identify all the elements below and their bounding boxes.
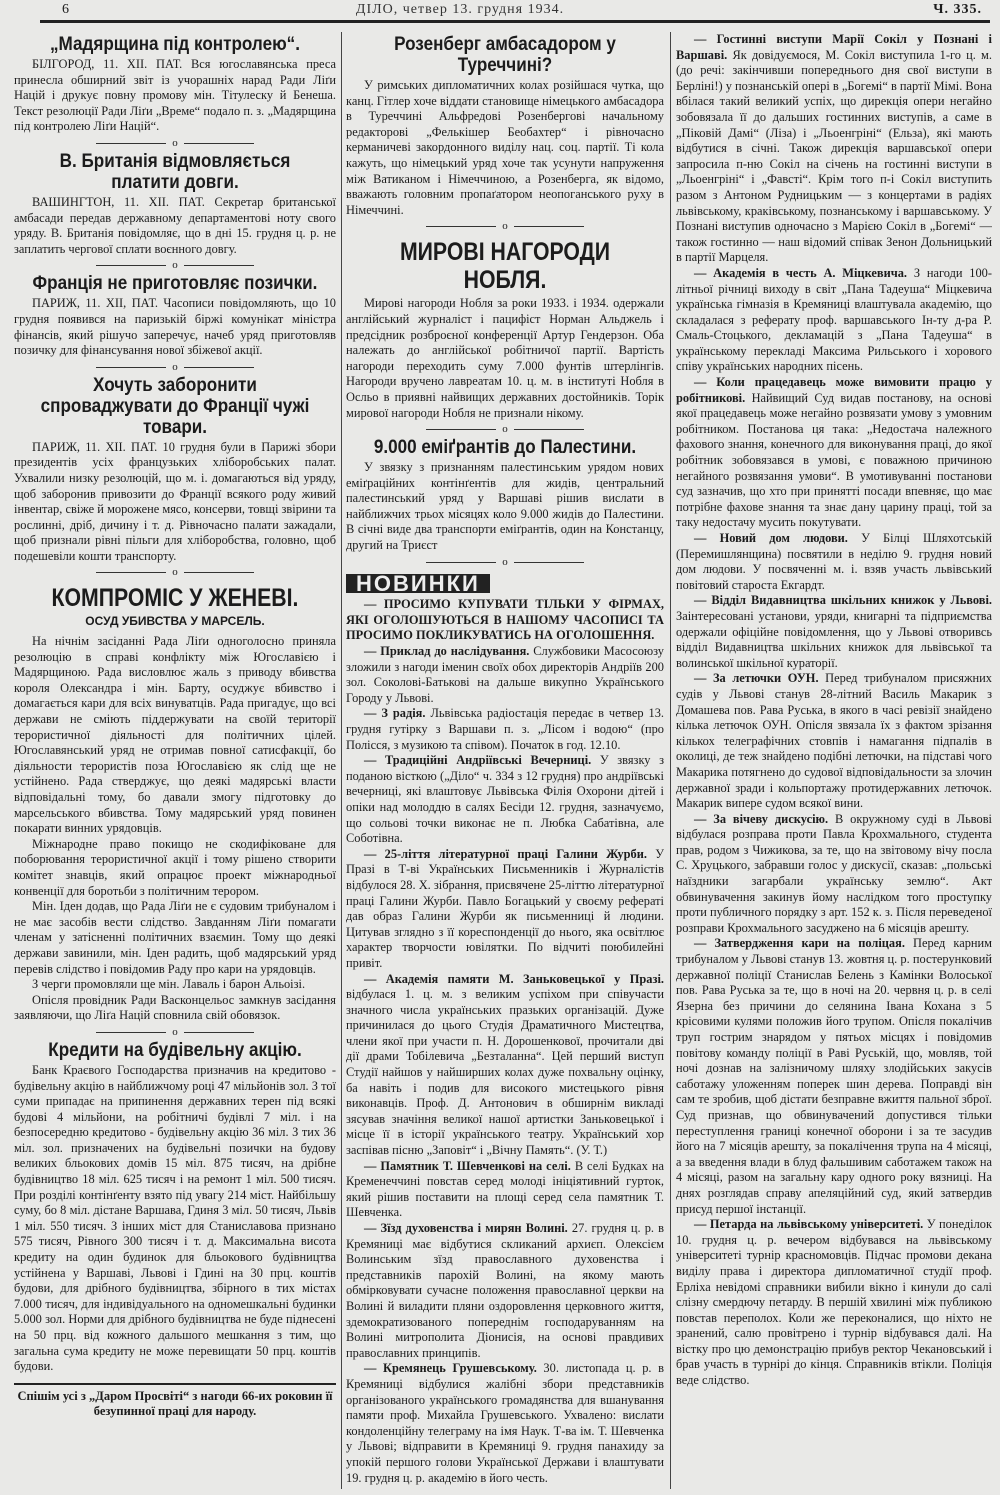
news-item-title: — Новий дом людови. xyxy=(694,531,848,545)
news-item xyxy=(676,671,992,811)
news-item xyxy=(346,1159,664,1221)
section-separator: o xyxy=(14,1026,336,1038)
news-item-body: 27. грудня ц. р. в Кремяниці має відбутися скликаний архиєп. Олексієм Волинським зїзд православного духовенства і представників парохій Волині, на якому мають обмірковувати сучасне положення православної церкви на Волині й виладити пляни оздоровлення церковного життя, здемократизованого попереднім господаруванням на Волині митрополита Діонисія, на основі правдивих православних принципів. xyxy=(346,1221,664,1360)
article-headline: 9.000 еміґрантів до Палестини. xyxy=(373,437,637,459)
bottom-banner: Спішім усі з „Даром Просвіті“ з нагоди 66-их роковин її безупинної праці для народу. xyxy=(14,1383,336,1420)
news-item-body: В окружному суді в Львові відбулася розправа проти Павла Крохмального, студента прав, родом з Чижикова, за те, що на звітовому вічу посла С. Хруцького, забравши голос у дискусії, сказав: „польські наїздники загарбали українську землю“. Акт обвинувачення закинув йому наслідком того проступку проти публичного порядку з арт. 152 к. з. Після переведеної розправи Крохмального засуджено на 6 місяців арешту. xyxy=(676,811,992,935)
news-item-title: — Академія в честь А. Міцкевича. xyxy=(694,265,908,280)
news-item-title: — Традиційні Андріївські Вечерниці. xyxy=(364,753,592,768)
news-item-body: 30. листопада ц. р. в Кремяниці відбулися жалібні збори представників організованого українського громадянства для вшанування памяти проф. Михайла Грушевського. Ухвалено: вислати кондоленційну телеграму на імя Наук. Т-ва ім. Т. Шевченка у Львові; відправити в Кремяниці 9. грудня панахиду за упокій першого голови Української Держави і влаштувати 19. грудня ц. р. академію в його честь. xyxy=(346,1361,664,1485)
news-item-title: — 25-ліття літературної праці Галини Журби. xyxy=(364,846,647,861)
article-paragraph: ПАРИЖ, 11. XII, ПАТ. Часописи повідомляють, що 10 грудня появився на паризькій біржі комунікат міністра фінансів, який рішучо заперечує, начеб уряд приготовляв позичку для фінансування нової збіжевої акції. xyxy=(14,296,336,358)
article-paragraph: Опісля провідник Ради Васконцельос замкнув засідання заявляючи, що Ліґа Націй сповнила свій обовязок. xyxy=(14,992,336,1023)
news-item-title: — Коли працедавець може вимовити працю у робітникові. xyxy=(676,375,992,405)
news-item-title: — Кремянець Грушевському. xyxy=(364,1361,537,1376)
article-paragraph: У звязку з признанням палестинським урядом нових еміґраційних контінґентів для жидів, центральний палестинський уряд у Варшаві рішив вислати в найближчих трьох місяцях коло 9.000 жидів до Палестини. В січні виде два транспорти еміґрантів, один на Констанцу, другий на Триєст xyxy=(346,460,664,553)
article-paragraph: На нічнім засіданні Рада Ліґи одноголосно приняла резолюцію в справі конфлікту між Югославією і Мадярщиною. Рада висловлює жаль з приводу вбивства короля Олександра і мін. Барту, осуджує вбивство і домагається кари для всіх винуватців. Рада пригадує, що всі держави не сміють піддержувати на своїй території терористичної діяльності для політичних цілей. Югославянський уряд не отримав повної сатисфакції, бо діяльности терористів поза Югославією як слід ще не устійнено. Рада стверджує, що деякі мадярські власти відповідальні тому, бо давали змогу підготовку до марсельського вбивства. Тому мадярський уряд повинен покарати винних урядовців. xyxy=(14,634,336,836)
column-2 xyxy=(346,32,664,1491)
news-item-body: У Білці Шляхотській (Перемишлянщина) посвятили в неділю 9. грудня новий дом людови. У посвяченні м. і. взяв участь львівський повітовий староста Екгардт. xyxy=(676,531,992,592)
news-item-body: Заінтересовані установи, уряди, книгарні та підприємства одержали офіційне повідомлення, що у Львові отворивсь відділ Видавництва шкільних книжок для львівської та волинської шкільної кураторії. xyxy=(676,608,992,670)
article-subheadline: ОСУД УБИВСТВА У МАРСЕЛЬ. xyxy=(85,614,265,629)
issue-number: Ч. 335. xyxy=(933,2,982,17)
column-1 xyxy=(14,32,336,1491)
news-item-title: — Академія памяти М. Заньковецької у Празі. xyxy=(364,971,664,986)
article-headline: Кредити на будівельну акцію. xyxy=(48,1039,302,1061)
news-item xyxy=(346,753,664,847)
section-separator: o xyxy=(346,556,664,568)
article-paragraph: БІЛГОРОД, 11. XII. ПАТ. Вся югославянська преса принесла обширний звіт із учорашніх нарад Ради Ліґи Націй і друкує повну промову мін. Тітулеску й Бенеша. Текст резолюції Ради Ліґи „Време“ подало п. з. „Мадярщина під контролею Ліґи Націй“. xyxy=(14,57,336,134)
news-item xyxy=(676,936,992,1217)
notice-paragraph: — ПРОСИМО КУПУВАТИ ТІЛЬКИ У ФІРМАХ, ЯКІ ОГОЛОШУЮТЬСЯ В НАШОМУ ЧАСОПИСІ ТА ПРОСИМО ПОКЛИКУВАТИСЬ НА ОГОЛОШЕННЯ. xyxy=(346,597,664,643)
news-item-body: У понеділок 10. грудня ц. р. вечером відбувався на львівському університеті турнір красномовців. Підчас промови декана виділу права і директора дипломатичної студії проф. Ерліха невідомі справники вибили вікно і кинули до салі слізну смердючу петарду. В першій хвилині між публикою повстав переполох. Коли же переконалися, що ніхто не зранений, салю провітрено і турнір відбувався далі. На вістку про цю демонстрацію прибув ректор Чекановський і брав участь в турнірі до кінця. Справників втікли. Поліція веде слідство. xyxy=(676,1217,992,1388)
article-headline-large: МИРОВІ НАГОРОДИ НОБЛЯ. xyxy=(399,238,611,295)
news-item xyxy=(676,531,992,593)
news-item-title: — Відділ Видавництва шкільних книжок у Львові. xyxy=(694,593,992,608)
news-item-title: — Гостинні виступи Марії Сокіл у Познані і Варшаві. xyxy=(676,32,992,62)
section-separator: o xyxy=(346,423,664,435)
news-item xyxy=(676,32,992,266)
article-paragraph: Банк Краєвого Господарства призначив на кредитово - будівельну акцію в найближчому році 47 мільйонів зол. З тої суми припадає на припинення державних терен під всякі будові 4 мільйони, на робітничі будівлі 7 міл. і на безпосередню кредитово - будівельну акцію 36 міл. З тих 36 міл. зол. призначених на будівельні позички на будову великих бльокових домів 15 міл. 875 тисяч, на дрібне будівництво 18 міл. 625 тисяч і на ремонт 1 міл. 500 тисяч. При розділі контінґенту взято під увагу 214 міст. Найбільшу суму, бо 8 міл. дістане Варшава, Гдиня 3 міл. 50 тисяч, Львів 1 міл. 550 тисяч. З інших міст для Станиславова признано 575 тисяч, Рівного 300 тисяч і т. д. Максимальна висота кредиту на один будинок для бльокового будівництва устійнена у Варшаві, Львові і Гдині на 30 прц. коштів будови, для дрібного будівництва, збірного в тих містах 7.000 тисяч, для індивідуального на одномешкальні будинки 5.000 зол. Норми для дрібного будівництва не буде піднесені на 50 прц. від кожного дальшого мешкання з тим, що загальна сума кредиту не може перевищати 50 прц. коштів будови. xyxy=(14,1062,336,1374)
newspaper-title-date: ДІЛО, четвер 13. грудня 1934. xyxy=(355,2,565,17)
article-headline: В. Британія відмовляється платити довги. xyxy=(59,150,291,193)
article-headline: Франція не приготовляє позички. xyxy=(32,273,318,295)
page-header xyxy=(40,2,990,23)
news-item-body: У Празі в Т-ві Українських Письменників і Журналістів відбулося 28. Х. зібрання, присвячене 25-літтю літературної праці Галини Журби. Павло Богацький у своєму рефераті дав образ Галини Журби як письменниці й людини. Цитував зглядно з її кореспонденції до нього, яка освітлює характер творчости ювілятки. По відчиті поюбилейні привіт. xyxy=(346,846,664,970)
news-item xyxy=(676,1217,992,1389)
news-item-title: — Петарда на львівському університеті. xyxy=(694,1217,924,1232)
article-headline-large: КОМПРОМІС У ЖЕНЕВІ. xyxy=(51,584,299,613)
news-item xyxy=(346,972,664,1159)
article-headline: „Мадярщина під контролею“. xyxy=(49,34,301,55)
article-paragraph: Мін. Іден додав, що Рада Ліґи не є судовим трибуналом і не має засобів вести слідство. Завданням Ліґи помагати членам у затісненні політичних взаємин. Тому що деякі держави завинили, мін. Іден радить, щоб мадярський уряд перевів слідство і повідомив Раду про кари на урядовців. xyxy=(14,899,336,976)
news-item-body: Службовики Масосоюзу зложили з нагоди іменин своїх обох директорів Андріїв 200 зол. Соколові-Батькові на дальше викупно Українського Городу у Львові. xyxy=(346,644,664,705)
news-item xyxy=(346,706,664,753)
news-item-body: Найвищий Суд видав постанову, на основі якої працедавець може негайно розвязати умову з умовним робітником. Постанова ця така: „Недостача належного фахового знання, конечного для виконування праці, до якої робітник зобовязався в умові, є поважною причиною негайного розвязання умови“. В умотивуванні постанови суд зазначив, що хто при принятті посади впевняє, що має потрібне фахове знання та знає дану царину праці, той за таку недостачу мусить покутувати. xyxy=(676,390,992,530)
article-paragraph: ВАШИНГТОН, 11. XII. ПАТ. Секретар британської амбасади передав державному департаментові ноту свого уряду. В. Британія повідомляє, що в дні 15. грудня ц. р. не заплатить чергової сплати воєнного довгу. xyxy=(14,194,336,256)
news-item-body: Перед трибуналом присяжних судів у Львові станув 28-літний Василь Макарик з Домашева пов. Рава Руська, в якого в часі ревізії знайдено кілька летючок ОУН. Опісля звязала їх з фактом зрізання кількох телеграфічних стовпів і намагання підпалів в околиці, де теж знайдено подібні летючки, на підставі чого Макарика потягнено до судової відповідальности за злочин державної зради і кольпортажу протидержавних летючок. Макарик випере судом всякої вини. xyxy=(676,671,992,811)
section-separator: o xyxy=(14,566,336,578)
page-number: 6 xyxy=(62,2,70,17)
news-item xyxy=(346,847,664,972)
news-item-title: — Памятник Т. Шевченкові на селі. xyxy=(364,1158,571,1173)
article-paragraph: ПАРИЖ, 11. XII. ПАТ. 10 грудня були в Парижі збори президентів усіх французьких хліборобських палат. Ухвалили низку резолюцій, що м. і. домагаються від уряду, щоб заборонив привозити до Франції всякого роду живий інвентар, свіже й морожене мясо, консерви, товщі звірини та рослинні, дріб, дичину і т. д. Рівночасно палати зажадали, щоб признали рівні пільги для хліборобства, головно, щоб подешевіли кошти транспорту. xyxy=(14,439,336,563)
news-item xyxy=(676,812,992,937)
article-headline: Розенберг амбасадором у Туреччині? xyxy=(394,34,616,76)
news-item-title: — Приклад до наслідування. xyxy=(364,644,530,659)
article-paragraph: Мирові нагороди Нобля за роки 1933. і 1934. одержали англійський журналіст і пацифіст Норман Альджель і предсідник розброєної конференції Артур Гендерзон. Оба належать до англійської робітничої партії. Вартість нагороди переходить суму 7.000 фунтів штерлінгів. Нагороди вручено лавреатам 10. ц. м. в інституті Нобля в Осльо в приявні найвищих державних достойників. Торік мирової нагороди Нобля не признали нікому. xyxy=(346,296,664,420)
section-heading-novynky: НОВИНКИ xyxy=(346,574,490,594)
news-item-body: Львівська радіостація передає в четвер 13. грудня гутірку з Варшави п. з. „Лісом і водою“ (про Полісся, з музикою та співом). Початок в год. 12.10. xyxy=(346,706,664,752)
news-item-body: В селі Будках на Кременеччині повстав серед молоді ініціятивний гурток, який рішив поставити на площі серед села памятник Т. Шевченка. xyxy=(346,1158,664,1220)
news-item-body: Як довідуємося, М. Сокіл виступила 1-го ц. м. (до речі: закінчивши попереднього дня свої виступи в Берліні!) у познанській опері в „Богемі“ в партії Мімі. Вона вбілася такий великий успіх, що дирекція опери негайно зобовязала її до дальших гостинних виступів, а саме в „Піковій Дамі“ (Ліза) і „Льоенгріні“ (Ельза), які мають відбутися в січні. Також дирекція варшавської опери запросила п-ню Сокіл на січень на гостинні виступи в „Льоенгріні“ і „Фавсті“. Крім того п-і Сокіл виступить разом з Антоном Рудницьким — з концертами в радіях львівському, краківському, познанському і варшавському. У Познані виступив одночасно з Марією Сокіл в „Богемі“ — також гостинно — наш відомий співак Зенон Дольницький в партії Марцеля. xyxy=(676,47,992,265)
column-divider xyxy=(670,32,671,1489)
article-paragraph: З черги промовляли ще мін. Лаваль і барон Альоізі. xyxy=(32,977,306,992)
section-separator: o xyxy=(14,137,336,149)
news-item xyxy=(346,1221,664,1361)
news-item xyxy=(676,375,992,531)
news-item-body: відбулася 1. ц. м. з великим успіхом при співучасти значного числа українських празьких організацій. Дуже причинилася до цього Студія Драматичного Мистецтва, члени якої при участи п. Н. Дорошенкової, прочитали дві дії драми Тобілевича „Безталанна“. Цей перший виступ Студії найшов у найширших колах дуже похвальну оцінку, ба навіть і подив для високого мистецького рівня виконавців. Проф. Д. Антонович в обширнім викладі зясував значіння великої нашої артистки Заньковецької і місце її в історії українського театру. Український хор заспівав пісню „Заповіт“ і „Вічну Память“. (У. Т.) xyxy=(346,987,664,1158)
news-item xyxy=(346,644,664,706)
news-item-title: — За вічеву дискусію. xyxy=(694,811,829,826)
news-item-body: З нагоди 100-літньої річниці виходу в світ „Пана Тадеуша“ Міцкевича українська гімназія в Кремяниці влаштувала академію, що складалася з реферату проф. варшавського Ін-ту д-ра Р. Смаль-Стоцького, декламацій з „Пана Тадеуша“ в українському перекладі Максима Рильського і хорового співу українських народних пісень. xyxy=(676,265,992,374)
news-item-body: Перед карним трибуналом у Львові станув 13. жовтня ц. р. постерунковий державної поліції Станислав Белень з Камінки Волоської пов. Рава Руська за те, що в ночі на 20. червня ц. р. в селі Язерна без причини до селянина Івана Кохана з 5 крісовими кулями положив його трупом. Опісля покалічив труп гострим знарядом у пятьох місцях і повідомив повітову команду поліції в Раві Руській, що, мовляв, той ночі дознав на залізничому шляху злодійських закусів саботажу уложенням поперек шин дерева. Поправді він сам те зробив, щоб дістати безправне вжиття пальної зброї. Суд признав, що обвинувачений допустився тільки переступлення границі конечної оборони і за те засудив його на 7 місяців арешту, за покалічення трупа на 4 місяці, а за введення влади в блуд фальшивим саботажем також на 4 місяці, разом на загальну кару одного року вязниці. На днях розглядав справу апеляційний суд, який затвердив присуд першої інстанції. xyxy=(676,936,992,1216)
section-separator: o xyxy=(346,220,664,232)
news-item xyxy=(346,1361,664,1486)
section-separator: o xyxy=(14,361,336,373)
article-paragraph: У римських дипломатичних колах розійшася чутка, що канц. Гітлер хоче віддати становище німецького амбасадора в Туреччині Альфредові Розенбергові начальному редакторові „Фелькішер Беобахтер“ і рівночасно керманичеві закордонного виділу нац. соц. партії. Ті кола кажуть, що німецький уряд хоче так усунути напруження між Ватиканом і Німеччиною, а Розенберга, як відомо, вважають головним пропаґатором неопоганського руху в Німеччині. xyxy=(346,78,664,217)
column-divider xyxy=(341,32,342,1489)
news-item xyxy=(676,266,992,375)
article-headline: Хочуть заборонити спроваджувати до Франції чужі товари. xyxy=(40,374,310,438)
news-item-title: — Зїзд духовенства і мирян Волині. xyxy=(364,1221,568,1235)
article-paragraph: Міжнародне право покищо не скодифіковане для поборювання терористичної акції і тому рішено створити комітет знавців, який опрацює проект міжнародньої конвенції для боротьби з політичним терором. xyxy=(14,836,336,898)
news-item-title: — З радія. xyxy=(364,706,426,721)
news-item-title: — За летючки ОУН. xyxy=(694,671,819,686)
section-heading-wrapper xyxy=(346,570,664,598)
section-separator: o xyxy=(14,259,336,271)
news-item-title: — Затвердження кари на поліцая. xyxy=(694,936,905,951)
column-3 xyxy=(676,32,992,1491)
news-item-body: У звязку з поданою вісткою („Діло“ ч. 334 з 12 грудня) про андріївські вечерниці, які влаштовує Львівська Філія Охорони дітей і опіки над молоддю в салях Бесіди 12. грудня, зазначуємо, що сольові точки виконає не п. Любка Сабатівна, але Соботівна. xyxy=(346,753,664,846)
news-item xyxy=(676,593,992,671)
